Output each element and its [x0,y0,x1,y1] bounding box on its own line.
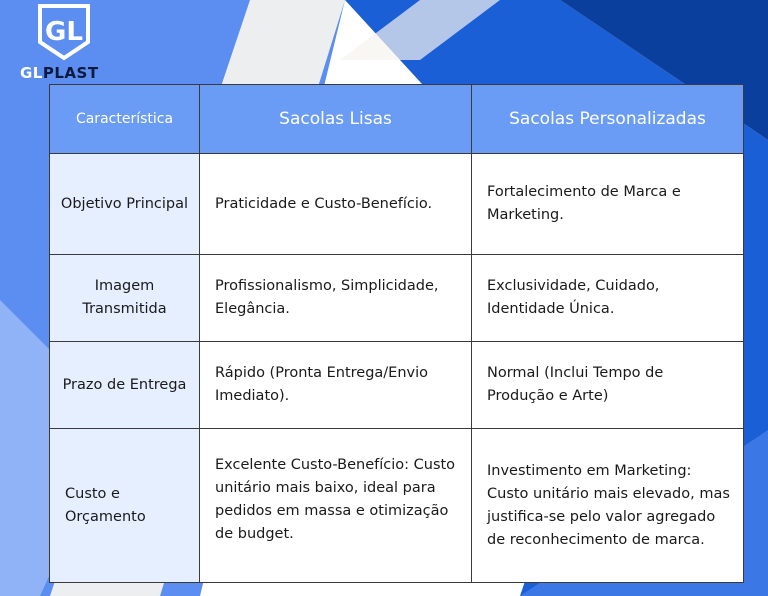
table-row [50,154,744,255]
cell-lisas: Rápido (Pronta Entrega/Envio Imediato). [200,342,472,429]
cell-personalizadas: Normal (Inclui Tempo de Produção e Arte) [472,342,744,429]
table-row [50,255,744,342]
table-row [50,429,744,583]
table-header-row [50,85,744,154]
cell-lisas: Praticidade e Custo-Benefício. [200,154,472,255]
brand-logo [18,2,114,82]
brand-name [20,64,99,82]
header-caracteristica: Característica [50,85,200,154]
row-label: Custo e Orçamento [50,429,200,583]
cell-personalizadas: Exclusividade, Cuidado, Identidade Única. [472,255,744,342]
row-label: Objetivo Principal [50,154,200,255]
brand-name-part1: GL [20,64,43,82]
cell-personalizadas: Investimento em Marketing: Custo unitário mais elevado, mas justifica-se pelo valor agregado de reconhecimento de marca. [472,429,744,583]
header-sacolas-personalizadas: Sacolas Personalizadas [472,85,744,154]
header-sacolas-lisas: Sacolas Lisas [200,85,472,154]
logo-monogram: GL [45,17,83,47]
cell-personalizadas: Fortalecimento de Marca e Marketing. [472,154,744,255]
comparison-table [49,84,744,583]
cell-lisas: Excelente Custo-Benefício: Custo unitário mais baixo, ideal para pedidos em massa e otimização de budget. [200,429,472,583]
row-label: Imagem Transmitida [50,255,200,342]
brand-name-part2: PLAST [42,64,99,82]
table-row [50,342,744,429]
shield-icon [34,2,94,62]
cell-lisas: Profissionalismo, Simplicidade, Elegância. [200,255,472,342]
row-label: Prazo de Entrega [50,342,200,429]
